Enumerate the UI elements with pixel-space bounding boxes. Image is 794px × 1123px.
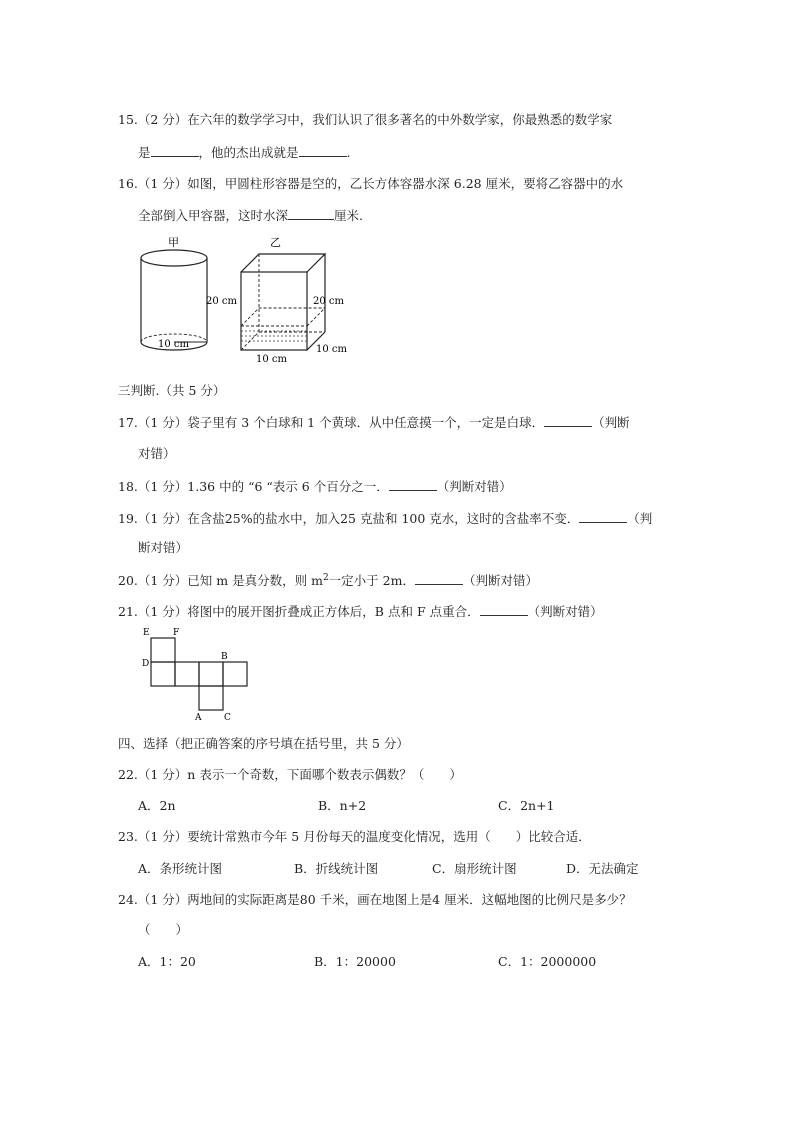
q20-blank[interactable] xyxy=(415,572,463,585)
q16-text-b: 厘米. xyxy=(334,208,363,223)
q16-blank[interactable] xyxy=(288,207,334,220)
q19-judge: （判 xyxy=(627,511,653,526)
q20-text-a: 20.（1 分）已知 m 是真分数，则 m xyxy=(118,573,323,588)
point-A: A xyxy=(195,713,202,723)
q23-stem: 23.（1 分）要统计常熟市今年 5 月份每天的温度变化情况，选用（ ）比较合适． xyxy=(118,829,591,844)
q23-option-a[interactable]: A．条形统计图 xyxy=(138,861,223,876)
q16-figure xyxy=(128,234,354,366)
q15-text-c: . xyxy=(346,145,351,160)
q15-line2 xyxy=(138,144,351,161)
q15-line1: 15.（2 分）在六年的数学学习中，我们认识了很多著名的中外数学家，你最熟悉的数学家 xyxy=(118,112,613,127)
point-F: F xyxy=(173,628,180,638)
q24-option-c[interactable]: C．1：2000000 xyxy=(498,954,597,969)
q20-judge: （判断对错） xyxy=(462,573,538,588)
q21-text: 21.（1 分）将图中的展开图折叠成正方体后，B 点和 F 点重合． xyxy=(118,604,480,619)
point-C: C xyxy=(224,713,231,723)
q24-option-b[interactable]: B．1：20000 xyxy=(314,954,396,969)
q15-blank-2[interactable] xyxy=(299,144,347,157)
q21-blank[interactable] xyxy=(480,603,528,616)
q18-blank[interactable] xyxy=(389,478,437,491)
q22-option-a[interactable]: A．2n xyxy=(138,798,176,813)
q19-text: 19.（1 分）在含盐25%的盐水中，加入25 克盐和 100 克水，这时的含盐率不变． xyxy=(118,511,580,526)
section4-title: 四、选择（把正确答案的序号填在括号里，共 5 分） xyxy=(118,736,409,751)
point-B: B xyxy=(221,652,228,662)
label-yi: 乙 xyxy=(270,236,281,249)
cylinder-top xyxy=(141,250,207,266)
q20-exponent: 2 xyxy=(322,572,329,583)
q16-line2 xyxy=(138,207,363,224)
q17-line2: 对错） xyxy=(138,446,176,461)
q23-option-d[interactable]: D．无法确定 xyxy=(566,861,639,876)
q17-text: 17.（1 分）袋子里有 3 个白球和 1 个黄球．从中任意摸一个，一定是白球． xyxy=(118,415,545,430)
cyl-height-label: 20 cm xyxy=(206,296,237,307)
q23-option-b[interactable]: B．折线统计图 xyxy=(294,861,379,876)
q18-line xyxy=(118,478,512,495)
q15-text-a: 是 xyxy=(138,145,151,160)
q18-text: 18.（1 分）1.36 中的 “6 “表示 6 个百分之一． xyxy=(118,479,389,494)
q19-line2: 断对错） xyxy=(138,540,189,555)
box-height-label: 20 cm xyxy=(313,296,344,307)
q24-option-a[interactable]: A．1：20 xyxy=(138,954,196,969)
q16-text-a: 全部倒入甲容器，这时水深 xyxy=(138,208,289,223)
label-jia: 甲 xyxy=(168,236,179,249)
q23-option-c[interactable]: C．扇形统计图 xyxy=(432,861,517,876)
box-front xyxy=(241,272,307,350)
q15-text-b: ，他的杰出成就是 xyxy=(198,145,299,160)
q19-line1 xyxy=(118,510,652,527)
box-depth-label: 10 cm xyxy=(316,344,347,355)
q24-stem: 24.（1 分）两地间的实际距离是80 千米，画在地图上是4 厘米．这幅地图的比例尺是多少？ xyxy=(118,892,632,907)
q21-line xyxy=(118,603,603,620)
q19-blank[interactable] xyxy=(579,510,627,523)
q20-text-b: 一定小于 2m． xyxy=(328,573,415,588)
q17-judge: （判断 xyxy=(592,415,630,430)
point-D: D xyxy=(142,659,150,669)
section3-title: 三判断.（共 5 分） xyxy=(118,383,226,398)
q22-option-b[interactable]: B．n+2 xyxy=(318,798,367,813)
q21-judge: （判断对错） xyxy=(527,604,603,619)
q21-cube-net xyxy=(140,624,250,724)
q18-judge: （判断对错） xyxy=(436,479,512,494)
q24-paren[interactable]: （ ） xyxy=(138,922,189,937)
q22-stem: 22.（1 分）n 表示一个奇数，下面哪个数表示偶数？（ ） xyxy=(118,767,462,782)
box-width-label: 10 cm xyxy=(256,354,287,365)
q22-option-c[interactable]: C．2n+1 xyxy=(498,798,555,813)
q17-line1 xyxy=(118,414,630,431)
water-level xyxy=(241,308,325,341)
q20-line xyxy=(118,572,538,589)
point-E: E xyxy=(143,628,150,638)
q17-blank[interactable] xyxy=(544,414,592,427)
q16-line1: 16.（1 分）如图，甲圆柱形容器是空的，乙长方体容器水深 6.28 厘米，要将乙容器中的水 xyxy=(118,176,624,191)
cyl-diameter-label: 10 cm xyxy=(158,339,189,350)
q15-blank-1[interactable] xyxy=(151,144,199,157)
